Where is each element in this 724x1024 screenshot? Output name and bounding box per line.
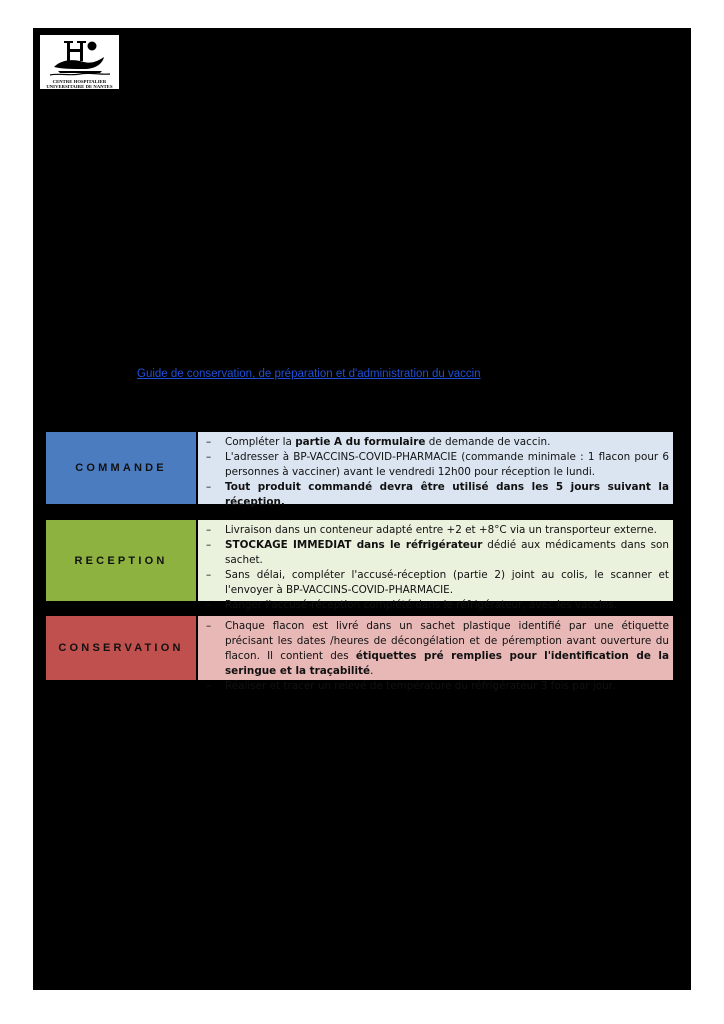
commande-label: COMMANDE xyxy=(46,432,196,504)
reception-section xyxy=(46,520,673,611)
chu-nantes-logo-icon xyxy=(40,35,119,79)
list-item: – Ranger l'accusé-réception complété dans le réfrigérateur, avec les vaccins. xyxy=(206,599,618,611)
list-item: – Tout produit commandé devra être utilisé dans les 5 jours suivant la réception. xyxy=(206,481,669,508)
logo-text-line1: CENTRE HOSPITALIER xyxy=(52,79,107,84)
list-item: – Sans délai, compléter l'accusé-réception (partie 2) joint au colis, le scanner et l'envoyer à BP-VACCINS-COVID-PHARMACIE. xyxy=(206,569,669,596)
list-item: – Livraison dans un conteneur adapté entre +2 et +8°C via un transporteur externe. xyxy=(206,524,657,536)
list-item: – L'adresser à BP-VACCINS-COVID-PHARMACIE (commande minimale : 1 flacon pour 6 personnes à vacciner) avant le vendredi 12h00 pour réception le lundi. xyxy=(206,451,669,478)
list-item: – Compléter la partie A du formulaire de demande de vaccin. xyxy=(206,436,551,448)
conservation-section xyxy=(46,616,673,692)
conservation-label: CONSERVATION xyxy=(46,616,196,680)
conservation-content xyxy=(198,616,673,692)
reception-label: RECEPTION xyxy=(46,520,196,601)
hospital-logo xyxy=(40,35,119,89)
reception-content xyxy=(198,520,673,611)
list-item: – Réaliser et tracer un relevé de température du réfrigérateur 3 fois par jour. xyxy=(206,680,616,692)
list-item: – STOCKAGE IMMEDIAT dans le réfrigérateur dédié aux médicaments dans son sachet. xyxy=(206,539,669,566)
guide-link[interactable]: Guide de conservation, de préparation et d'administration du vaccin xyxy=(137,368,481,380)
document-page xyxy=(33,28,691,990)
list-item: – Chaque flacon est livré dans un sachet plastique identifié par une étiquette précisant les dates /heures de décongélation et de péremption avant ouverture du flacon. Il contient des étiquettes pré remplies pour l'identification de la seringue et la traçabilité. xyxy=(206,620,669,677)
commande-section xyxy=(46,432,673,508)
logo-text-line2: UNIVERSITAIRE DE NANTES xyxy=(46,84,113,89)
commande-content xyxy=(198,432,673,508)
